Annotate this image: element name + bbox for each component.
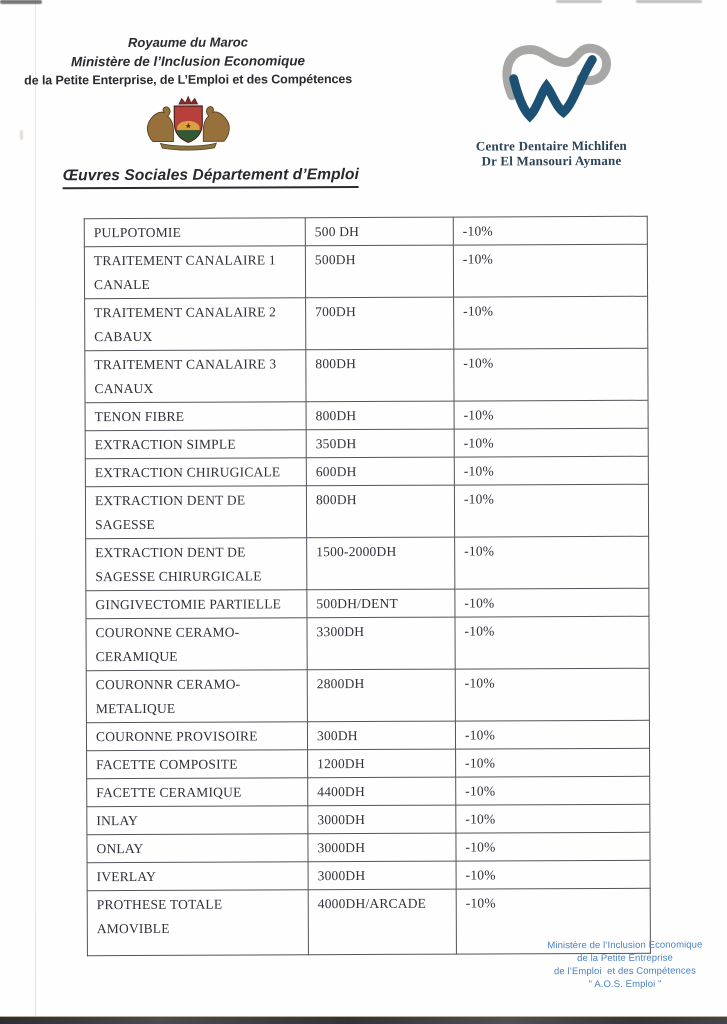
table-row <box>87 832 650 862</box>
ministry-line-ministry: Ministère de l’Inclusion Economique <box>70 53 306 70</box>
treatment-cell: EXTRACTION CHIRUGICALE <box>85 458 306 487</box>
discount-cell: -10% <box>455 588 649 617</box>
price-cell: 800DH <box>306 485 454 538</box>
table-row <box>87 776 650 806</box>
discount-cell: -10% <box>454 456 648 485</box>
price-cell: 300DH <box>307 721 455 750</box>
price-table-body <box>84 216 650 955</box>
footer-line: " A.O.S. Emploi " <box>588 978 662 991</box>
price-cell: 4000DH/ARCADE <box>308 889 456 955</box>
table-row <box>85 348 648 402</box>
price-cell: 500DH/DENT <box>307 589 455 618</box>
table-row <box>86 720 649 750</box>
treatment-cell: EXTRACTION DENT DE SAGESSE CHIRURGICALE <box>86 538 307 591</box>
discount-cell: -10% <box>454 428 648 457</box>
price-cell: 3300DH <box>307 617 455 670</box>
price-cell: 800DH <box>306 401 454 430</box>
discount-cell: -10% <box>454 348 648 401</box>
moroccan-coat-of-arms-icon <box>12 94 364 157</box>
treatment-cell: COURONNE CERAMO- CERAMIQUE <box>86 618 307 671</box>
treatment-cell: INLAY <box>87 806 308 835</box>
footer-line: de la Petite Entreprise <box>577 952 673 965</box>
treatment-cell: FACETTE CERAMIQUE <box>87 778 308 807</box>
table-row <box>86 616 649 670</box>
treatment-cell: COURONNR CERAMO- METALIQUE <box>86 670 307 723</box>
table-row <box>84 216 647 246</box>
discount-cell: -10% <box>456 804 650 833</box>
table-row <box>85 296 648 350</box>
table-row <box>85 456 648 486</box>
treatment-cell: COURONNE PROVISOIRE <box>86 722 307 751</box>
price-cell: 1200DH <box>308 749 456 778</box>
table-row <box>86 536 649 590</box>
ministry-line-kingdom: Royaume du Maroc <box>127 34 248 51</box>
discount-cell: -10% <box>455 720 649 749</box>
table-row <box>85 484 648 538</box>
treatment-cell: TRAITEMENT CANALAIRE 1 CANALE <box>84 246 305 299</box>
discount-cell: -10% <box>454 296 648 349</box>
price-cell: 500 DH <box>305 217 453 246</box>
discount-cell: -10% <box>453 244 647 297</box>
price-cell: 800DH <box>306 349 454 402</box>
ministry-header <box>12 33 365 157</box>
ministry-line-department: de la Petite Enterprise, de L’Emploi et des Compétences <box>24 72 353 88</box>
price-cell: 500DH <box>305 245 453 298</box>
discount-cell: -10% <box>456 776 650 805</box>
table-row <box>85 400 648 430</box>
discount-cell: -10% <box>455 668 649 721</box>
footer-line: Ministère de l’Inclusion Economique <box>547 939 703 952</box>
footer-line: de l’Emploi et des Compétences <box>553 965 697 978</box>
table-row <box>87 860 650 890</box>
discount-cell: -10% <box>456 888 650 954</box>
discount-cell: -10% <box>455 536 649 589</box>
discount-cell: -10% <box>456 748 650 777</box>
treatment-cell: TENON FIBRE <box>85 402 306 431</box>
document-title: Œuvres Sociales Département d’Emploi <box>63 166 360 189</box>
price-cell: 4400DH <box>308 777 456 806</box>
table-row <box>86 588 649 618</box>
discount-cell: -10% <box>455 616 649 669</box>
price-cell: 3000DH <box>308 861 456 890</box>
treatment-cell: PROTHESE TOTALE AMOVIBLE <box>87 890 308 956</box>
price-cell: 700DH <box>306 297 454 350</box>
discount-cell: -10% <box>454 400 648 429</box>
treatment-cell: EXTRACTION SIMPLE <box>85 430 306 459</box>
treatment-cell: ONLAY <box>87 834 308 863</box>
tooth-logo-icon <box>436 37 666 137</box>
price-table <box>84 216 651 956</box>
discount-cell: -10% <box>456 860 650 889</box>
treatment-cell: TRAITEMENT CANALAIRE 2 CABAUX <box>85 298 306 351</box>
price-cell: 1500-2000DH <box>307 537 455 590</box>
clinic-name: Centre Dentaire Michlifen <box>475 137 627 154</box>
table-row <box>84 244 647 298</box>
price-cell: 2800DH <box>307 669 455 722</box>
treatment-cell: FACETTE COMPOSITE <box>87 750 308 779</box>
scan-bottom-edge <box>0 1016 727 1024</box>
treatment-cell: GINGIVECTOMIE PARTIELLE <box>86 590 307 619</box>
price-cell: 350DH <box>306 429 454 458</box>
treatment-cell: TRAITEMENT CANALAIRE 3 CANAUX <box>85 350 306 403</box>
table-row <box>86 668 649 722</box>
price-cell: 3000DH <box>308 805 456 834</box>
table-row <box>85 428 648 458</box>
doctor-name: Dr El Mansouri Aymane <box>481 152 622 169</box>
discount-cell: -10% <box>454 484 648 537</box>
table-row <box>87 748 650 778</box>
table-row <box>87 804 650 834</box>
price-cell: 600DH <box>306 457 454 486</box>
treatment-cell: EXTRACTION DENT DE SAGESSE <box>85 486 306 539</box>
clinic-header <box>436 37 667 169</box>
discount-cell: -10% <box>453 216 647 245</box>
price-cell: 3000DH <box>308 833 456 862</box>
treatment-cell: PULPOTOMIE <box>84 218 305 247</box>
treatment-cell: IVERLAY <box>87 862 308 891</box>
footer-stamp <box>529 938 721 991</box>
discount-cell: -10% <box>456 832 650 861</box>
